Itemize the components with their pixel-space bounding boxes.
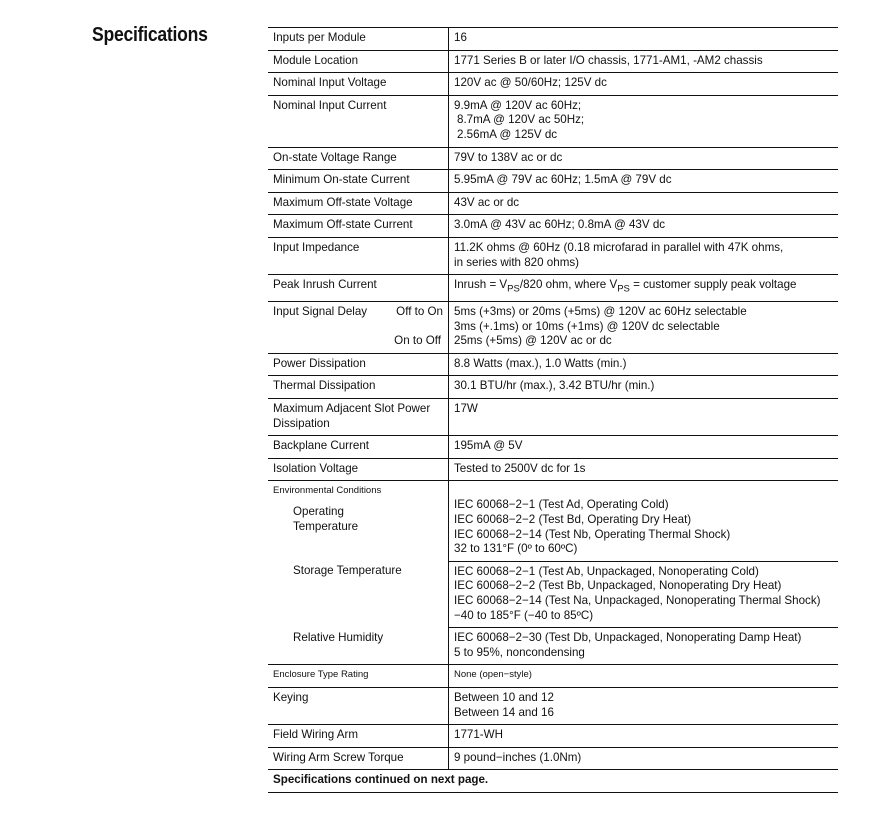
spec-value: 30.1 BTU/hr (max.), 3.42 BTU/hr (min.) [449, 376, 839, 399]
value-line: IEC 60068−2−14 (Test Na, Unpackaged, Nonoperating Thermal Shock) [454, 593, 821, 607]
table-row [268, 665, 838, 688]
spec-label [268, 399, 449, 436]
value-line: IEC 60068−2−2 (Test Bb, Unpackaged, Nonoperating Dry Heat) [454, 579, 782, 593]
value-line: 25ms (+5ms) @ 120V ac or dc [454, 334, 612, 348]
spec-value: 16 [449, 28, 839, 51]
spec-value: 79V to 138V ac or dc [449, 147, 839, 170]
spec-label: Input Impedance [268, 237, 449, 274]
value-line: IEC 60068−2−1 (Test Ad, Operating Cold) [454, 498, 669, 512]
spec-label: Thermal Dissipation [268, 376, 449, 399]
spec-label: Power Dissipation [268, 353, 449, 376]
spec-value: 195mA @ 5V [449, 436, 839, 459]
delay-off-to-on: Off to On [396, 305, 443, 319]
table-row [268, 436, 838, 459]
spec-value: 3.0mA @ 43V ac 60Hz; 0.8mA @ 43V dc [449, 215, 839, 238]
spec-label [268, 302, 449, 354]
table-row [268, 237, 838, 274]
spec-value: 8.8 Watts (max.), 1.0 Watts (min.) [449, 353, 839, 376]
table-row [268, 50, 838, 73]
page-title: Specifications [92, 24, 208, 46]
spec-value [449, 628, 839, 665]
spec-label: Relative Humidity [268, 628, 449, 665]
label-line: Maximum Adjacent Slot Power [273, 402, 431, 415]
spec-label: Isolation Voltage [268, 458, 449, 481]
value-line: 9.9mA @ 120V ac 60Hz; [454, 98, 582, 112]
spec-value: 1771-WH [449, 725, 839, 748]
inrush-text: /820 ohm, where V [519, 278, 618, 292]
spec-value [449, 275, 839, 302]
value-line: Between 14 and 16 [454, 705, 554, 719]
spec-label: Keying [268, 687, 449, 724]
spec-value: 5.95mA @ 79V ac 60Hz; 1.5mA @ 79V dc [449, 170, 839, 193]
spec-label: Wiring Arm Screw Torque [268, 747, 449, 770]
label-line: Operating [293, 504, 344, 518]
table-row [268, 73, 838, 96]
table-row [268, 353, 838, 376]
spec-label: Maximum Off-state Voltage [268, 192, 449, 215]
spec-label: Backplane Current [268, 436, 449, 459]
value-line: 11.2K ohms @ 60Hz (0.18 microfarad in parallel with 47K ohms, [454, 240, 784, 254]
label-line: Temperature [293, 519, 359, 533]
value-line: Between 10 and 12 [454, 690, 554, 704]
delay-on-to-off: On to Off [394, 334, 441, 348]
value-line: 8.7mA @ 120V ac 50Hz; [457, 113, 585, 127]
value-line: IEC 60068−2−2 (Test Bd, Operating Dry Heat) [454, 512, 692, 526]
value-line: IEC 60068−2−30 (Test Db, Unpackaged, Nonoperating Damp Heat) [454, 631, 802, 645]
env-conditions-label: Environmental Conditions [273, 485, 382, 497]
spec-label: Maximum Off-state Current [268, 215, 449, 238]
table-row [268, 95, 838, 147]
table-row [268, 275, 838, 302]
table-row [268, 192, 838, 215]
value-line: IEC 60068−2−1 (Test Ab, Unpackaged, Nonoperating Cold) [454, 564, 759, 578]
table-row [268, 687, 838, 724]
spec-label: On-state Voltage Range [268, 147, 449, 170]
inrush-text: Inrush = V [454, 278, 508, 292]
value-line: in series with 820 ohms) [454, 255, 580, 269]
table-row [268, 628, 838, 665]
spec-label: Storage Temperature [268, 561, 449, 627]
spec-value [449, 561, 839, 627]
table-row [268, 170, 838, 193]
spec-value: 9 pound−inches (1.0Nm) [449, 747, 839, 770]
table-row [268, 376, 838, 399]
spec-value: Tested to 2500V dc for 1s [449, 458, 839, 481]
table-row [268, 215, 838, 238]
value-line: 32 to 131°F (0º to 60ºC) [454, 542, 578, 556]
value-line: 3ms (+.1ms) or 10ms (+1ms) @ 120V dc selectable [454, 319, 720, 333]
spec-value [449, 687, 839, 724]
label-line: Dissipation [273, 416, 330, 430]
spec-value: 43V ac or dc [449, 192, 839, 215]
spec-label [268, 481, 449, 561]
inrush-subscript: PS [617, 283, 630, 295]
table-row [268, 147, 838, 170]
spec-value: 17W [449, 399, 839, 436]
spec-value: 120V ac @ 50/60Hz; 125V dc [449, 73, 839, 96]
spec-label: Nominal Input Current [268, 95, 449, 147]
spec-value [449, 302, 839, 354]
delay-label: Input Signal Delay [273, 305, 368, 319]
table-row [268, 561, 838, 627]
spec-label: Field Wiring Arm [268, 725, 449, 748]
table-row [268, 725, 838, 748]
spec-label: Nominal Input Voltage [268, 73, 449, 96]
spec-label: Minimum On-state Current [268, 170, 449, 193]
value-line: −40 to 185°F (−40 to 85ºC) [454, 608, 594, 622]
spec-value [449, 481, 839, 561]
table-row [268, 747, 838, 770]
spec-value [449, 95, 839, 147]
table-row [268, 28, 838, 51]
table-row [268, 399, 838, 436]
table-row [268, 770, 838, 793]
spec-label: Inputs per Module [268, 28, 449, 51]
value-line: 2.56mA @ 125V dc [457, 127, 558, 141]
value-line: 5 to 95%, noncondensing [454, 645, 585, 659]
spec-label: Module Location [268, 50, 449, 73]
table-row [268, 302, 838, 354]
value-line: 5ms (+3ms) or 20ms (+5ms) @ 120V ac 60Hz selectable [454, 305, 747, 319]
spec-label: Enclosure Type Rating [268, 665, 449, 688]
spec-value: 1771 Series B or later I/O chassis, 1771-AM1, -AM2 chassis [449, 50, 839, 73]
value-line: IEC 60068−2−14 (Test Nb, Operating Thermal Shock) [454, 527, 731, 541]
inrush-subscript: PS [507, 283, 520, 295]
continued-note: Specifications continued on next page. [268, 770, 838, 793]
table-row [268, 458, 838, 481]
table-row [268, 481, 838, 561]
spec-value: None (open−style) [449, 665, 839, 688]
spec-value [449, 237, 839, 274]
specifications-table [268, 27, 838, 793]
inrush-text: = customer supply peak voltage [629, 278, 797, 292]
spec-label: Peak Inrush Current [268, 275, 449, 302]
